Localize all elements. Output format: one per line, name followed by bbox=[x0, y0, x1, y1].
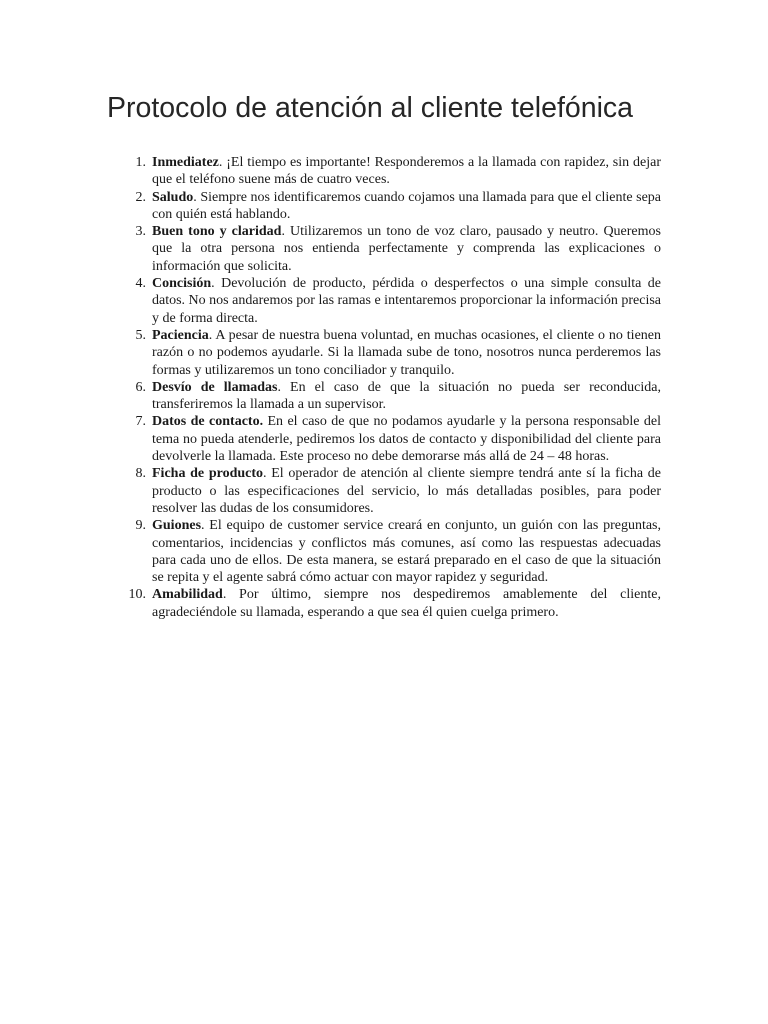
item-number: 6. bbox=[135, 379, 146, 395]
item-number: 2. bbox=[135, 189, 146, 205]
item-text: . Siempre nos identificaremos cuando cojamos una llamada para que el cliente sepa con quién está hablando. bbox=[152, 189, 661, 222]
list-item bbox=[135, 379, 661, 414]
item-term: Buen tono y claridad bbox=[152, 224, 282, 240]
list-item bbox=[135, 413, 661, 465]
list-item bbox=[135, 223, 661, 275]
protocol-list bbox=[128, 154, 662, 621]
list-item bbox=[128, 586, 661, 621]
list-item bbox=[135, 465, 662, 517]
item-term: Saludo bbox=[152, 189, 194, 205]
item-number: 3. bbox=[135, 224, 146, 240]
item-term: Desvío de llamadas bbox=[152, 379, 278, 395]
item-number: 8. bbox=[135, 466, 146, 482]
document-title: Protocolo de atención al cliente telefónica bbox=[107, 92, 634, 124]
item-term: Amabilidad bbox=[152, 587, 223, 603]
item-number: 1. bbox=[135, 155, 146, 170]
item-number: 4. bbox=[135, 276, 146, 292]
item-number: 10. bbox=[128, 587, 146, 603]
item-text: . Utilizaremos un tono de voz claro, pausado y neutro. Queremos que la otra persona nos entienda perfectamente y comprenda las explicaciones o información que solicita. bbox=[152, 224, 661, 274]
item-text: . En el caso de que la situación no pueda ser reconducida, transferiremos la llamada a un supervisor. bbox=[152, 379, 661, 413]
item-text: . ¡El tiempo es importante! Responderemos a la llamada con rapidez, sin dejar que el teléfono suene más de cuatro veces. bbox=[152, 155, 661, 188]
list-item bbox=[135, 189, 661, 224]
item-text: . A pesar de nuestra buena voluntad, en muchas ocasiones, el cliente o no tienen razón o no podemos ayudarle. Si la llamada sube de tono, nosotros nunca perderemos las formas y utilizaremos un tono conciliador y tranquilo. bbox=[152, 327, 661, 378]
list-item bbox=[135, 275, 661, 327]
item-text: . El operador de atención al cliente siempre tendrá ante sí la ficha de producto o las especificaciones del servicio, lo más detalladas posibles, para poder resolver las dudas de los consumidores. bbox=[152, 466, 662, 516]
list-item bbox=[135, 517, 661, 586]
item-number: 7. bbox=[135, 414, 146, 430]
item-term: Guiones bbox=[152, 518, 202, 534]
list-item bbox=[135, 327, 661, 379]
item-number: 5. bbox=[135, 327, 146, 343]
item-text: . Devolución de producto, pérdida o desperfectos o una simple consulta de datos. No nos andaremos por las ramas e intentaremos proporcionar la información precisa y de forma directa. bbox=[152, 276, 661, 326]
list-item bbox=[135, 154, 661, 189]
item-text: En el caso de que no podamos ayudarle y la persona responsable del tema no pueda atenderle, pediremos los datos de contacto y disponibilidad del cliente para devolverle la llamada. Este proceso no debe demorarse más allá de 24 – 48 horas. bbox=[152, 414, 661, 465]
item-term: Paciencia bbox=[152, 327, 209, 343]
item-number: 9. bbox=[135, 518, 146, 534]
item-text: . Por último, siempre nos despediremos amablemente del cliente, agradeciéndole su llamada, esperando a que sea él quien cuelga primero. bbox=[152, 587, 661, 620]
item-term: Concisión bbox=[152, 276, 212, 292]
item-text: . El equipo de customer service creará en conjunto, un guión con las preguntas, comentarios, incidencias y conflictos más comunes, así como las respuestas adecuadas para cada uno de ellos. De esta manera, se estará preparado en el caso de que la situación se repita y el agente sabrá cómo actuar con mayor rapidez y seguridad. bbox=[152, 518, 661, 586]
item-term: Datos de contacto. bbox=[152, 414, 264, 430]
item-term: Inmediatez bbox=[152, 155, 219, 170]
item-term: Ficha de producto bbox=[152, 466, 264, 482]
